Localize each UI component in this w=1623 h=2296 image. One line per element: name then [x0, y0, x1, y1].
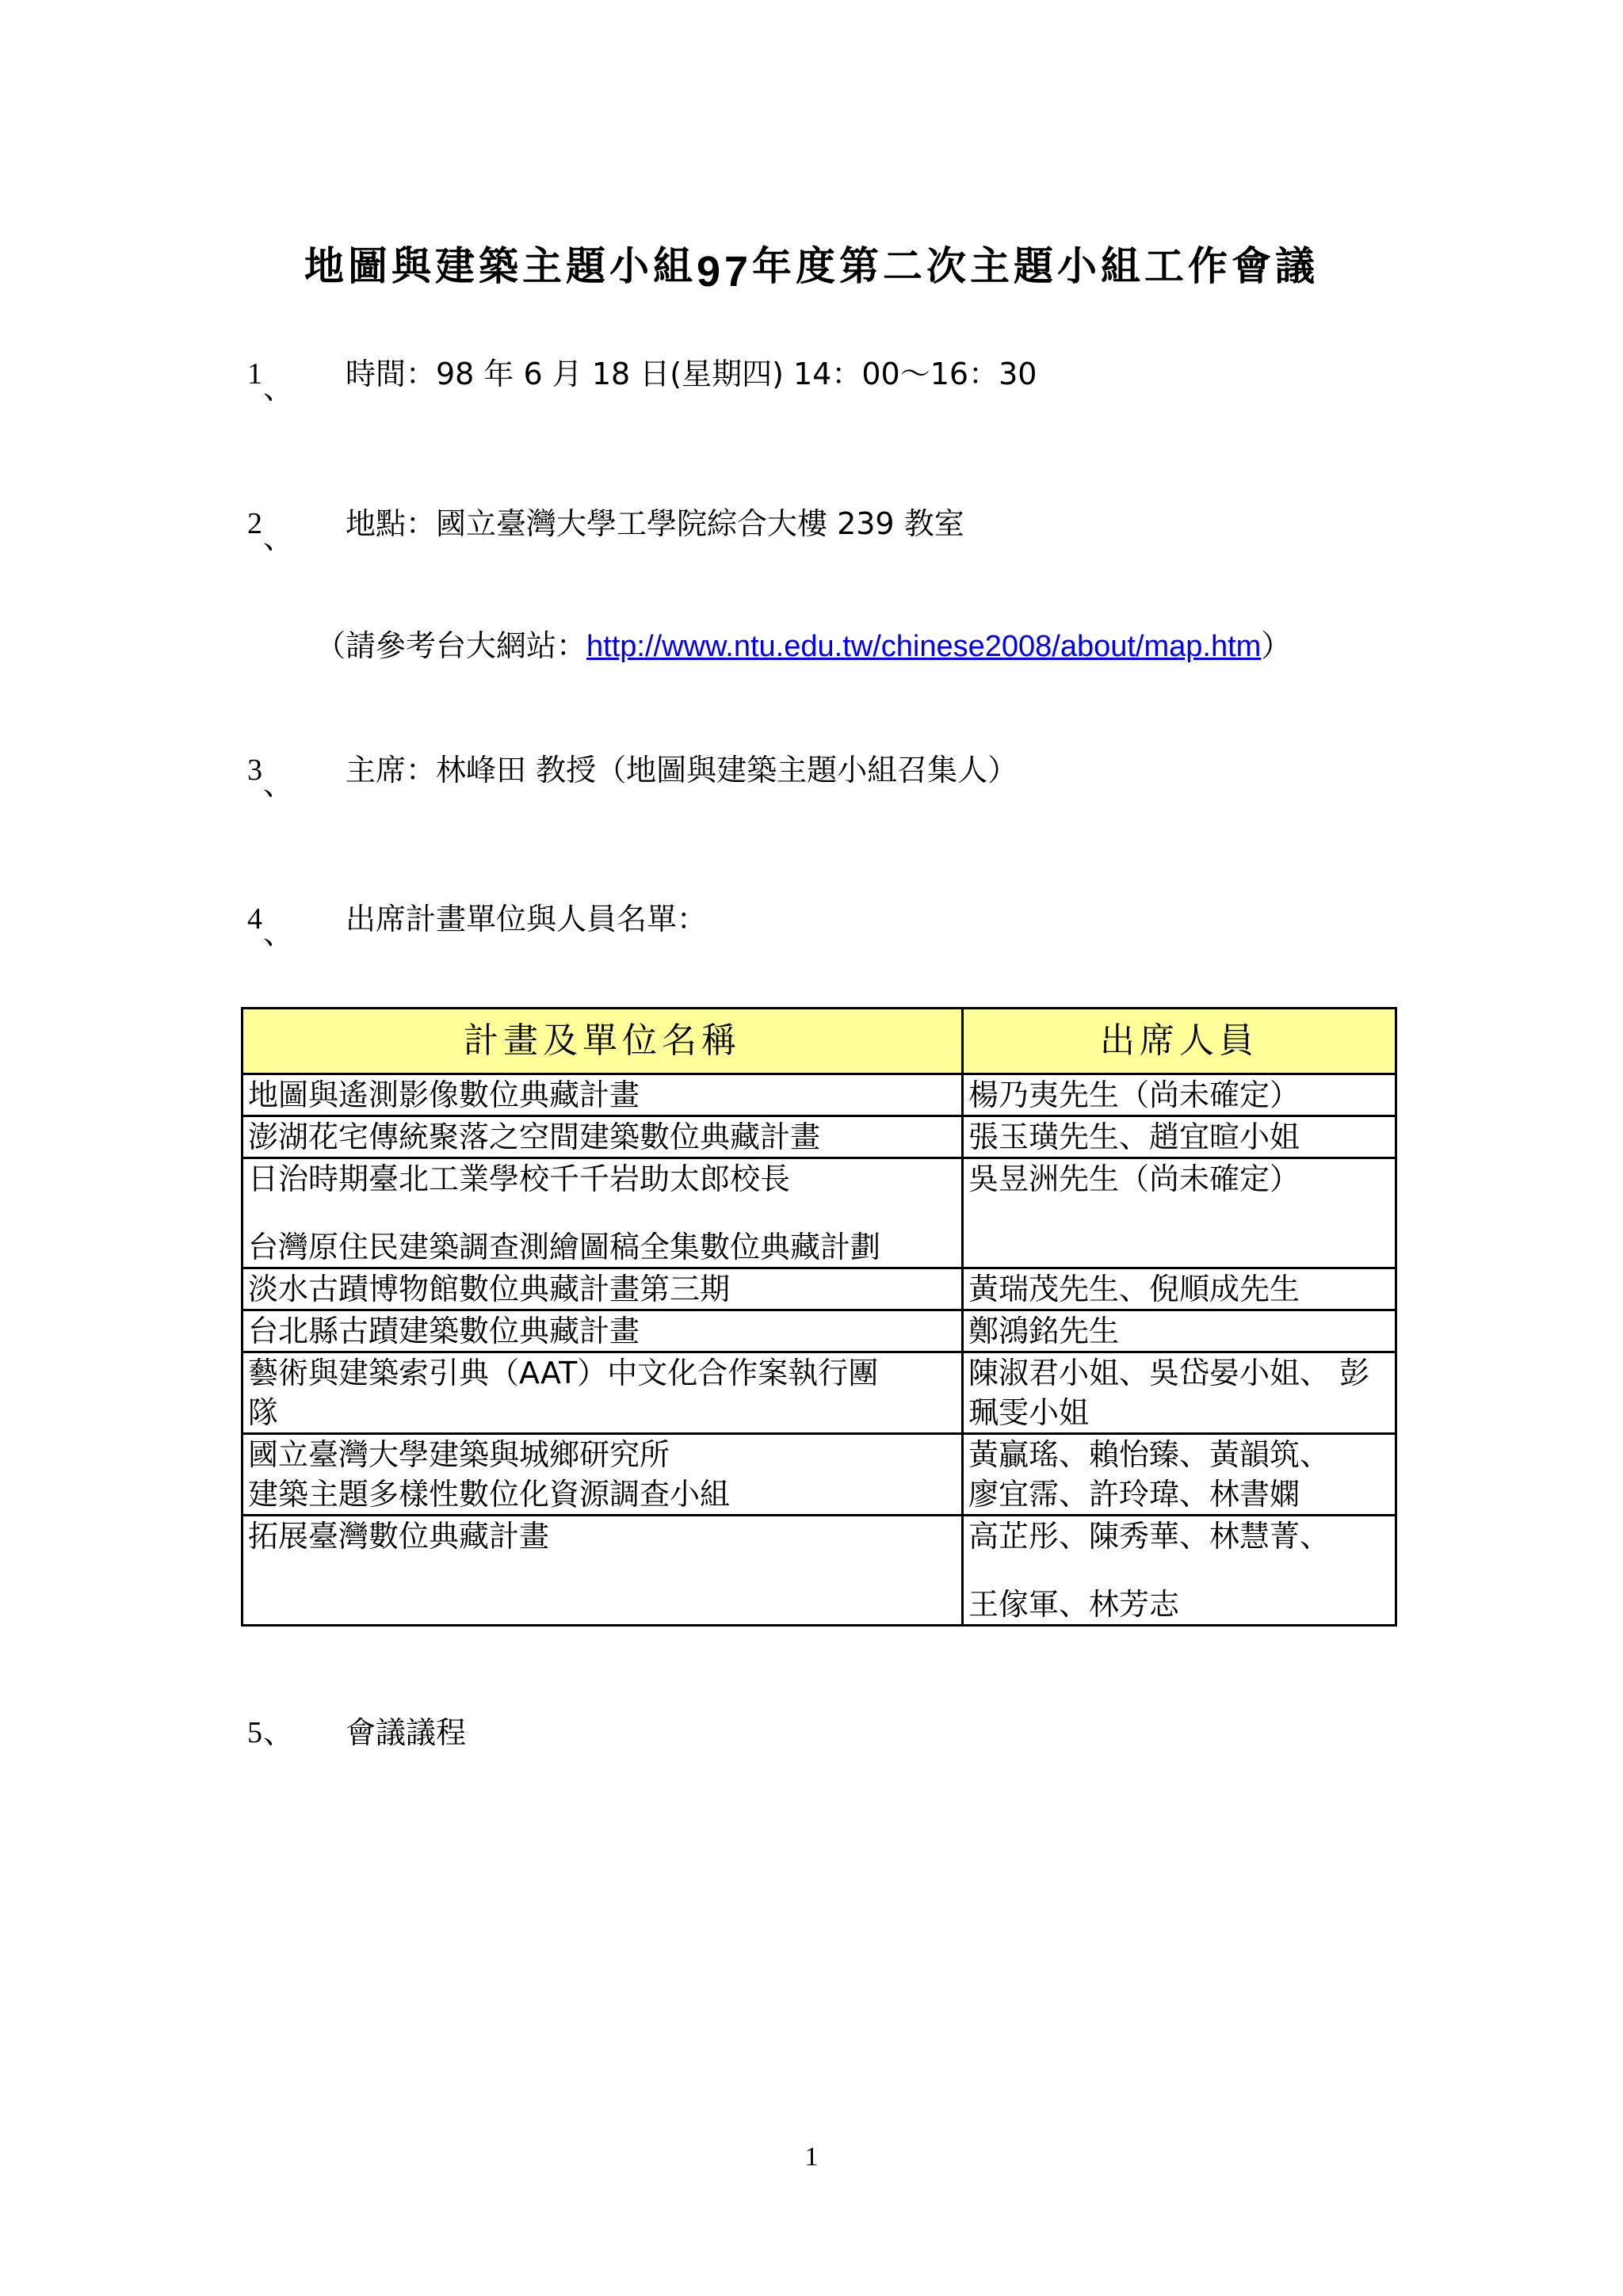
table-row — [242, 1352, 1396, 1434]
item-number: 4 — [247, 902, 262, 936]
table-row — [242, 1158, 1396, 1268]
people-cell — [963, 1310, 1396, 1352]
unit-line: 台灣原住民建築調查測繪圖稿全集數位典藏計劃 — [248, 1230, 881, 1264]
header-people: 出席人員 — [963, 1009, 1396, 1074]
unit-line: 隊 — [248, 1395, 279, 1430]
note-suffix: ） — [1261, 628, 1292, 663]
unit-cell — [242, 1074, 963, 1116]
people-cell — [963, 1516, 1396, 1626]
item-mark: 、 — [263, 916, 294, 951]
table-row — [242, 1434, 1396, 1516]
title-suffix: 年度第二次主題小組工作會議 — [752, 243, 1319, 289]
title-year: 97 — [696, 248, 753, 296]
unit-cell — [242, 1116, 963, 1158]
table-row — [242, 1116, 1396, 1158]
people-line: 張玉璜先生、趙宜暄小姐 — [968, 1119, 1300, 1154]
document-title — [0, 238, 1623, 294]
unit-cell — [242, 1310, 963, 1352]
people-line: 高芷彤、陳秀華、林慧菁、 — [968, 1519, 1331, 1554]
unit-line: 建築主題多樣性數位化資源調查小組 — [248, 1477, 731, 1512]
unit-cell — [242, 1516, 963, 1626]
table-header-row — [242, 1009, 1396, 1074]
unit-cell — [242, 1158, 963, 1268]
title-prefix: 地圖與建築主題小組 — [304, 243, 697, 289]
item-mark: 、 — [263, 1715, 294, 1750]
page-number: 1 — [804, 2142, 819, 2172]
item-text: 主席：林峰田 教授（地圖與建築主題小組召集人） — [346, 753, 1018, 788]
unit-line: 地圖與遙測影像數位典藏計畫 — [248, 1077, 640, 1112]
item-text: 地點：國立臺灣大學工學院綜合大樓 239 教室 — [346, 506, 964, 541]
unit-line: 藝術與建築索引典（AAT）中文化合作案執行團 — [248, 1356, 879, 1390]
item-text: 會議議程 — [346, 1715, 467, 1750]
item-mark: 、 — [263, 767, 294, 802]
table-row — [242, 1310, 1396, 1352]
people-line: 廖宜霈、許玲瑋、林書嫻 — [968, 1477, 1300, 1512]
people-line: 吳昱洲先生（尚未確定） — [968, 1161, 1300, 1196]
attendee-table — [241, 1007, 1397, 1627]
item-mark: 、 — [263, 521, 294, 555]
people-cell — [963, 1158, 1396, 1268]
unit-cell — [242, 1352, 963, 1434]
people-line: 王傢軍、林芳志 — [968, 1587, 1180, 1622]
ntu-map-link[interactable]: http://www.ntu.edu.tw/chinese2008/about/map.htm — [586, 630, 1262, 663]
people-line: 黃瑞茂先生、倪順成先生 — [968, 1272, 1300, 1306]
people-cell — [963, 1434, 1396, 1516]
people-line: 鄭鴻銘先生 — [968, 1314, 1120, 1348]
unit-cell — [242, 1434, 963, 1516]
note-prefix: （請參考台大網站： — [315, 628, 587, 663]
item-number: 3 — [247, 753, 262, 787]
people-line: 黃贏瑤、賴怡臻、黃韻筑、 — [968, 1437, 1331, 1472]
unit-line: 拓展臺灣數位典藏計畫 — [248, 1519, 550, 1554]
unit-line: 淡水古蹟博物館數位典藏計畫第三期 — [248, 1272, 731, 1306]
item-text: 出席計畫單位與人員名單： — [346, 902, 708, 936]
people-cell — [963, 1352, 1396, 1434]
unit-cell — [242, 1268, 963, 1310]
people-cell — [963, 1268, 1396, 1310]
location-note — [315, 626, 1291, 666]
people-cell — [963, 1116, 1396, 1158]
item-number: 1 — [247, 357, 262, 391]
item-mark: 、 — [263, 371, 294, 406]
item-number: 2 — [247, 507, 262, 540]
people-line: 陳淑君小姐、吳岱晏小姐、 彭 — [968, 1356, 1370, 1390]
item-text: 時間：98 年 6 月 18 日(星期四) 14：00～16：30 — [346, 357, 1037, 391]
item-number: 5 — [247, 1716, 262, 1749]
unit-line: 澎湖花宅傳統聚落之空間建築數位典藏計畫 — [248, 1119, 821, 1154]
unit-line: 台北縣古蹟建築數位典藏計畫 — [248, 1314, 640, 1348]
table-row — [242, 1268, 1396, 1310]
people-line: 楊乃夷先生（尚未確定） — [968, 1077, 1300, 1112]
header-unit: 計畫及單位名稱 — [242, 1009, 963, 1074]
unit-line: 日治時期臺北工業學校千千岩助太郎校長 — [248, 1161, 791, 1196]
table-row — [242, 1516, 1396, 1626]
people-line: 珮雯小姐 — [968, 1395, 1090, 1430]
table-row — [242, 1074, 1396, 1116]
people-cell — [963, 1074, 1396, 1116]
unit-line: 國立臺灣大學建築與城鄉研究所 — [248, 1437, 670, 1472]
